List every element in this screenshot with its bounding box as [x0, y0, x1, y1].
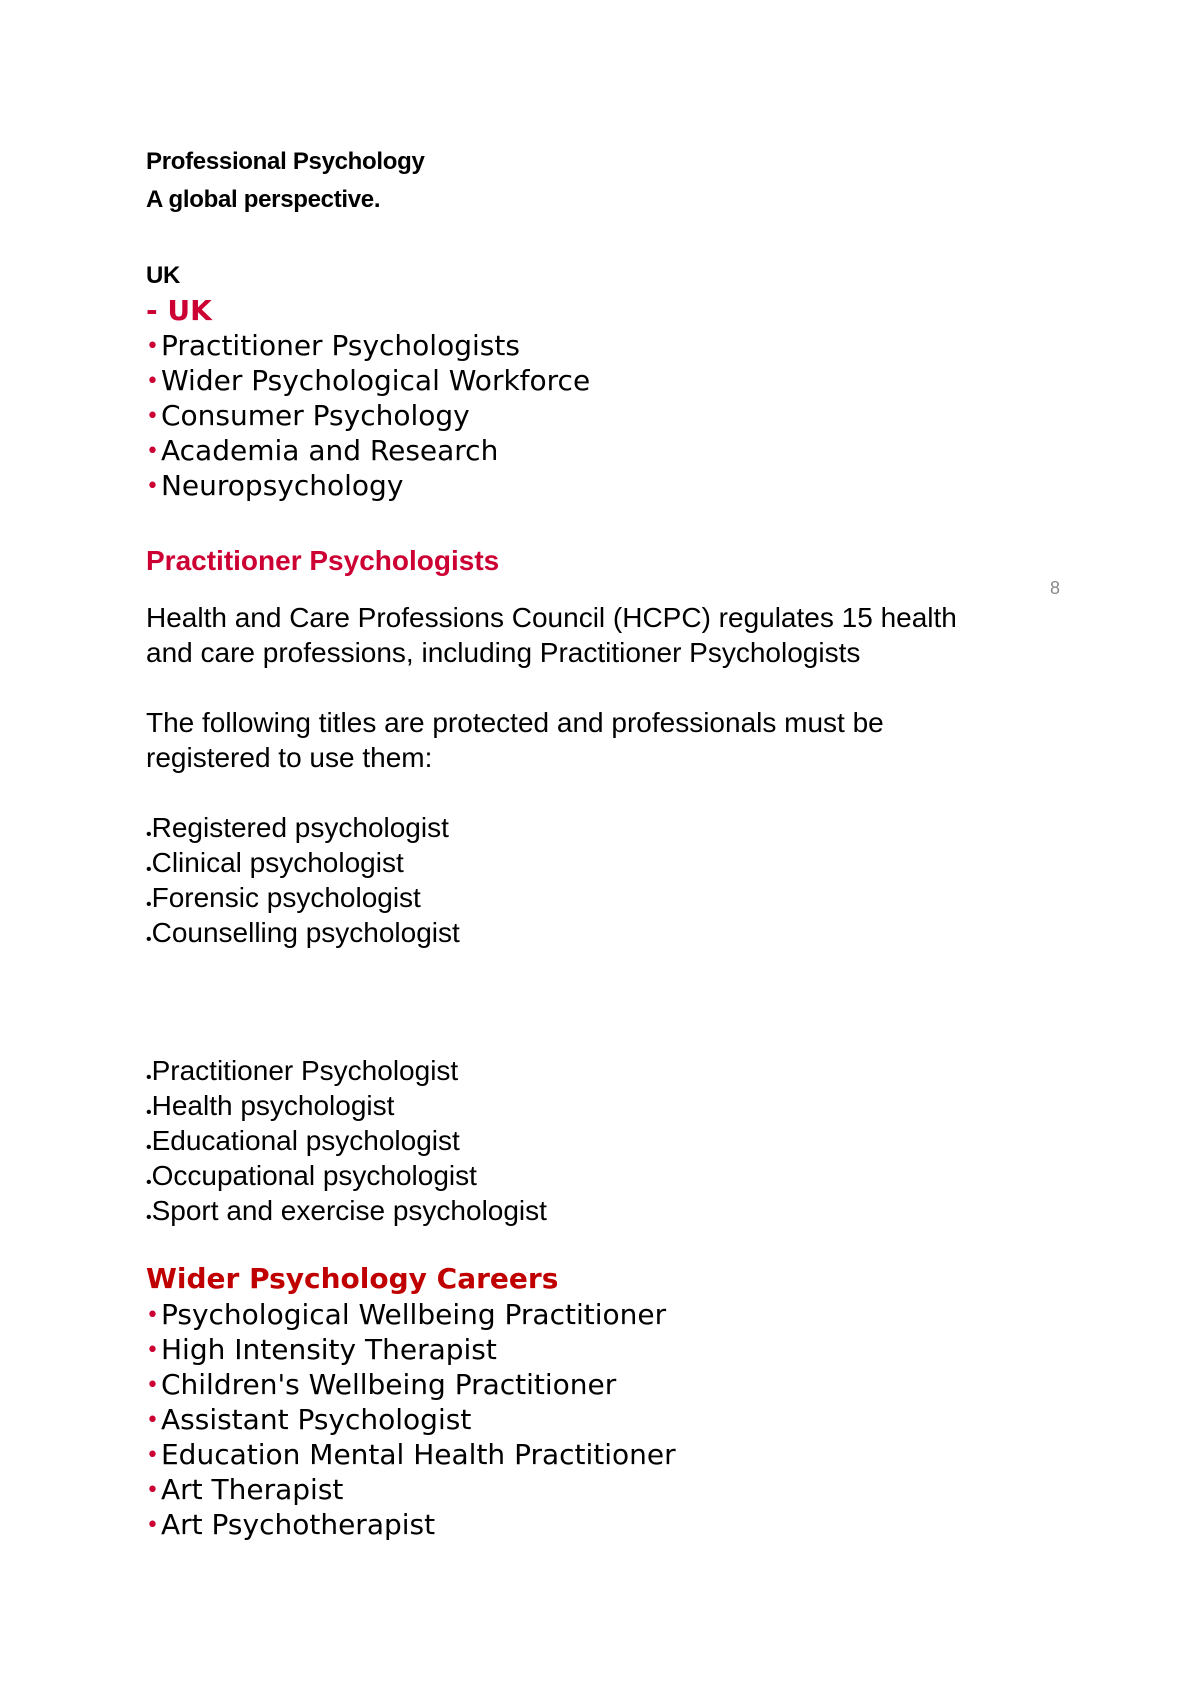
bullet-icon: •: [146, 931, 152, 948]
list-item: •Educational psychologist: [146, 1125, 460, 1156]
hcpc-paragraph-line-2: and care professions, including Practitioner Psychologists: [146, 637, 861, 668]
list-item: •Health psychologist: [146, 1090, 395, 1121]
uk-topic-list: [146, 328, 590, 503]
bullet-icon: •: [146, 1303, 159, 1328]
bullet-icon: •: [146, 334, 159, 359]
list-item: •Academia and Research: [146, 434, 499, 467]
bullet-icon: •: [146, 1478, 159, 1503]
list-item: •Assistant Psychologist: [146, 1403, 472, 1436]
bullet-icon: •: [146, 404, 159, 429]
list-item: •Children's Wellbeing Practitioner: [146, 1368, 617, 1401]
protected-titles-list-b: [146, 1053, 547, 1228]
bullet-icon: •: [146, 1174, 152, 1191]
bullet-icon: •: [146, 1209, 152, 1226]
list-item: •Wider Psychological Workforce: [146, 364, 591, 397]
bullet-icon: •: [146, 1104, 152, 1121]
list-item: •High Intensity Therapist: [146, 1333, 497, 1366]
list-item: •Counselling psychologist: [146, 917, 460, 948]
bullet-icon: •: [146, 826, 152, 843]
list-item: •Practitioner Psychologist: [146, 1055, 459, 1086]
list-item: •Neuropsychology: [146, 469, 404, 502]
bullet-icon: •: [146, 1338, 159, 1363]
bullet-icon: •: [146, 1069, 152, 1086]
list-item: •Clinical psychologist: [146, 847, 404, 878]
document-title: Professional Psychology: [146, 148, 425, 175]
list-item: •Occupational psychologist: [146, 1160, 477, 1191]
bullet-icon: •: [146, 1139, 152, 1156]
bullet-icon: •: [146, 896, 152, 913]
uk-heading: - UK: [146, 294, 212, 327]
list-item: •Art Psychotherapist: [146, 1508, 436, 1541]
protected-titles-line-2: registered to use them:: [146, 742, 433, 773]
bullet-icon: •: [146, 369, 159, 394]
protected-titles-list-a: [146, 810, 460, 950]
careers-heading: Wider Psychology Careers: [146, 1262, 559, 1295]
bullet-icon: •: [146, 1373, 159, 1398]
page-number: 8: [1050, 578, 1061, 598]
list-item: •Forensic psychologist: [146, 882, 421, 913]
list-item: •Psychological Wellbeing Practitioner: [146, 1298, 667, 1331]
careers-list: [146, 1297, 676, 1542]
bullet-icon: •: [146, 1443, 159, 1468]
hcpc-paragraph-line-1: Health and Care Professions Council (HCPC) regulates 15 health: [146, 602, 957, 633]
bullet-icon: •: [146, 861, 152, 878]
bullet-icon: •: [146, 439, 159, 464]
list-item: •Education Mental Health Practitioner: [146, 1438, 676, 1471]
document-subtitle: A global perspective.: [146, 186, 381, 213]
list-item: •Practitioner Psychologists: [146, 329, 520, 362]
list-item: •Consumer Psychology: [146, 399, 470, 432]
bullet-icon: •: [146, 474, 159, 499]
list-item: •Registered psychologist: [146, 812, 449, 843]
list-item: •Sport and exercise psychologist: [146, 1195, 547, 1226]
region-label: UK: [146, 262, 181, 289]
bullet-icon: •: [146, 1408, 159, 1433]
bullet-icon: •: [146, 1513, 159, 1538]
practitioner-heading: Practitioner Psychologists: [146, 545, 500, 576]
protected-titles-line-1: The following titles are protected and professionals must be: [146, 707, 884, 738]
list-item: •Art Therapist: [146, 1473, 344, 1506]
